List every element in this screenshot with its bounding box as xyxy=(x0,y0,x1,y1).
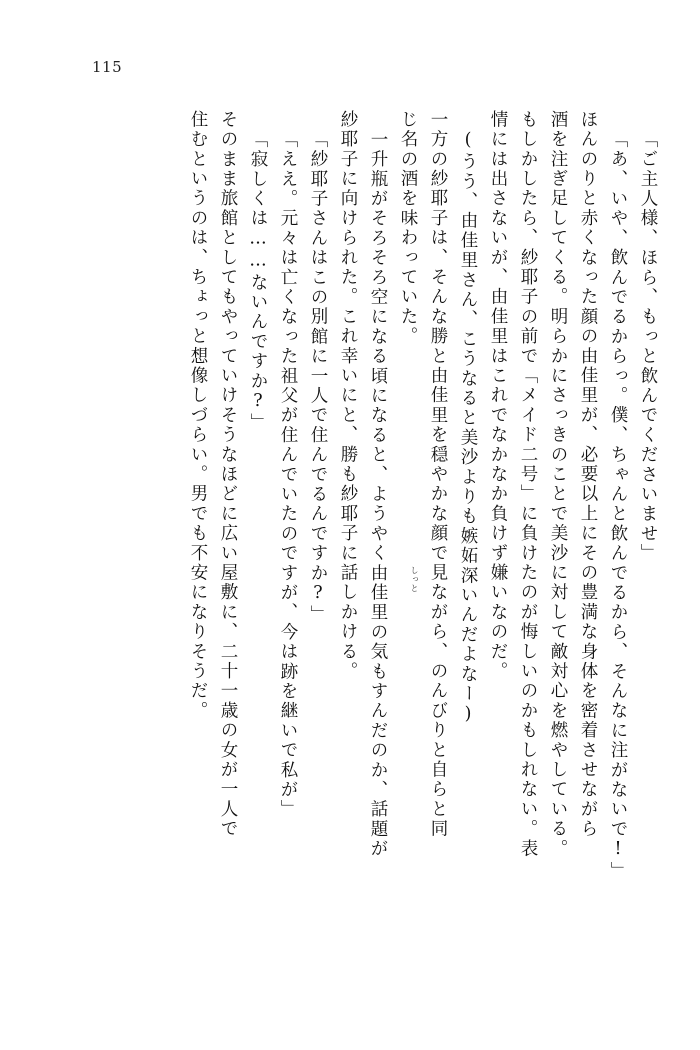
text-line: 酒を注ぎ足してくる。明らかにさっきのことで美沙に対して敵対心を燃やしている。 xyxy=(548,110,568,859)
text-line: じ名の酒を味わっていた。 xyxy=(398,110,418,347)
text-line: 「あ、いや、飲んでるからっ。僕、ちゃんと飲んでるから、そんなに注がないで!」 xyxy=(608,130,628,882)
text-line: 紗耶子に向けられた。これ幸いにと、勝も紗耶子に話しかける。 xyxy=(338,110,358,682)
text-line: 「ええ。元々は亡くなった祖父が住んでいたのですが、今は跡を継いで私が」 xyxy=(278,130,298,820)
ruby-annotation-shitto: しっと xyxy=(410,566,419,593)
text-line: 一方の紗耶子は、そんな勝と由佳里を穏やかな顔で見ながら、のんびりと自らと同 xyxy=(428,110,448,839)
text-line: ほんのりと赤くなった顔の由佳里が、必要以上にその豊満な身体を密着させながら xyxy=(578,110,598,839)
body-text xyxy=(60,110,656,990)
text-line: 「寂しくは……ないんですか?」 xyxy=(248,130,268,433)
page-number: 115 xyxy=(92,58,123,76)
text-line: 情には出さないが、由佳里はこれでなかなか負けず嫌いなのだ。 xyxy=(488,110,508,682)
text-line: 「ご主人様、ほら、もっと飲んでくださいませ」 xyxy=(638,130,658,564)
text-line: もしかしたら、紗耶子の前で「メイド二号」に負けたのが悔しいのかもしれない。表 xyxy=(518,110,538,859)
text-line: (うう、由佳里さん、こうなると美沙よりも嫉妬深いんだよなー) xyxy=(458,130,478,726)
text-line: 住むというのは、ちょっと想像しづらい。男でも不安になりそうだ。 xyxy=(188,110,208,721)
text-line: 一升瓶がそろそろ空になる頃になると、ようやく由佳里の気もすんだのか、話題が xyxy=(368,130,388,859)
text-line: そのまま旅館としてもやっていけそうなほどに広い屋敷に、二十一歳の女が一人で xyxy=(218,110,238,839)
text-line: 「紗耶子さんはこの別館に一人で住んでるんですか?」 xyxy=(308,130,328,625)
